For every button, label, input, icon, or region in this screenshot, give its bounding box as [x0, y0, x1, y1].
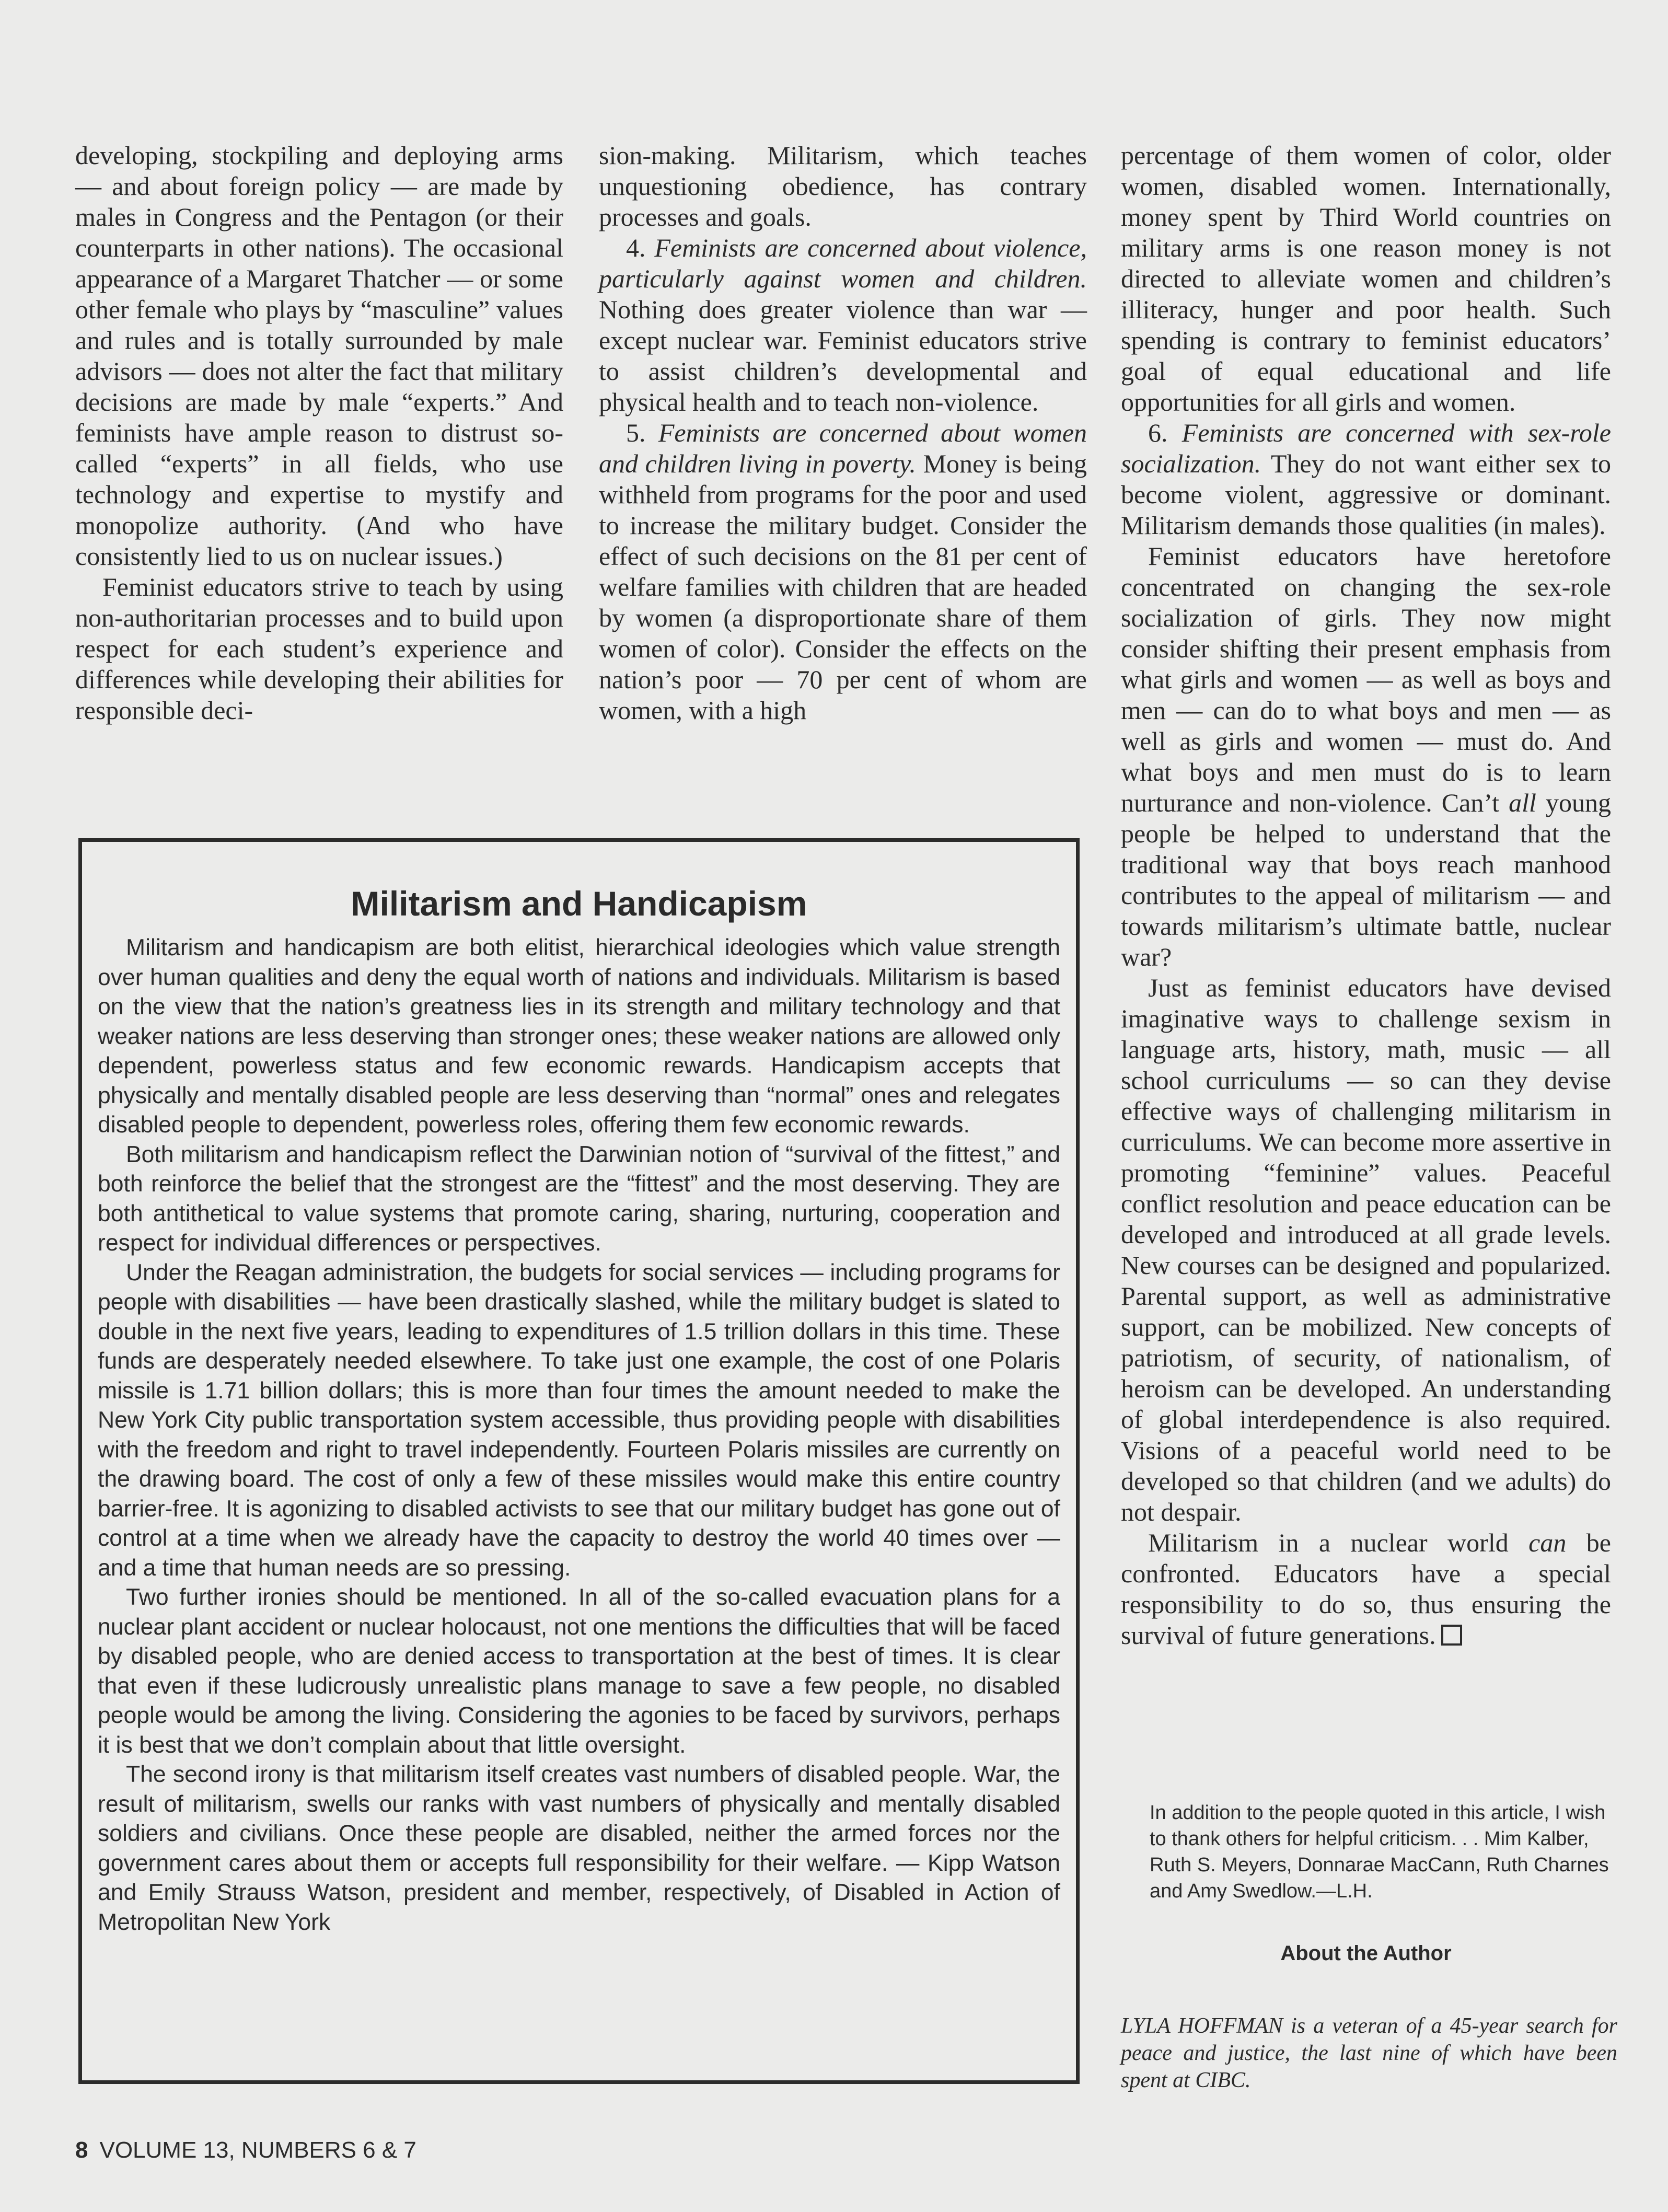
point-text: Money is being withheld from programs for the poor and used to increase the military budget. Consider the effect of such decisions on the 81 per cent of welfare families with children that are headed by women (a disproportionate share of them women of color). Consider the effects on the nation’s poor — 70 per cent of whom are women, with a high	[599, 449, 1087, 725]
article-paragraph: sion-making. Militarism, which teaches unquestioning obedience, has contrary processes and goals.	[599, 141, 1087, 231]
article-paragraph	[599, 418, 1087, 726]
sidebar-paragraph: Two further ironies should be mentioned. In all of the so-called evacuation plans for a nuclear plant accident or nuclear holocaust, not one mentions the difficulties that will be faced by disabled people, who are denied access to transportation at the best of times. It is clear that even if these ludicrously unrealistic plans manage to save a few people, no disabled people would be among the living. Considering the agonies to be faced by survivors, perhaps it is best that we don’t complain about that little oversight.	[98, 1584, 1060, 1758]
point-text: They do not want either sex to become violent, aggressive or dominant. Militarism demands those qualities (in males).	[1121, 449, 1611, 540]
article-paragraph: Feminist educators strive to teach by using non-authoritarian processes and to build upon respect for each student’s experience and differences while developing their abilities for responsible deci-	[75, 572, 563, 725]
article-paragraph: Feminist educators have heretofore concentrated on changing the sex-role socialization of girls. They now might consider shifting their present emphasis from what girls and women — as well as boys and men — can do to what boys and men — as well as girls and women — must do. And what boys and men must do is to learn nurturance and non-violence. Can’t all young people be helped to understand that the traditional way that boys reach manhood contributes to the appeal of militarism — and towards militarism’s ultimate battle, nuclear war?	[1121, 541, 1611, 971]
article-paragraph: developing, stockpiling and deploying arms — and about foreign policy — are made by males in Congress and the Pentagon (or their counterparts in other nations). The occasional appearance of a Margaret Thatcher — or some other female who plays by “masculine” values and rules and is totally surrounded by male advisors — does not alter the fact that military decisions are made by male “experts.” And feminists have ample reason to distrust so-called “experts” in all fields, who use technology and expertise to mystify and monopolize authority. (And who have consistently lied to us on nuclear issues.)	[75, 141, 563, 571]
sidebar-paragraph: Militarism and handicapism are both elitist, hierarchical ideologies which value strength over human qualities and deny the equal worth of nations and individuals. Militarism is based on the view that the nation’s greatness lies in its strength and military technology and that weaker nations are less deserving than stronger ones; these weaker nations are allowed only dependent, powerless status and few economic rewards. Handicapism accepts that physically and mentally disabled people are less deserving than “normal” ones and relegates disabled people to dependent, powerless roles, offering them few economic rewards.	[98, 935, 1060, 1138]
sidebar-body	[98, 933, 1060, 1937]
sidebar-paragraph: Both militarism and handicapism reflect the Darwinian notion of “survival of the fittest,” and both reinforce the belief that the strongest are the “fittest” and the most deserving. They are both antithetical to value systems that promote caring, sharing, nurturing, cooperation and respect for individual differences or perspectives.	[98, 1141, 1060, 1256]
point-heading: Feminists are concerned about women and children living in poverty.	[599, 418, 1087, 478]
point-heading: Feminists are concerned with sex-role socialization.	[1121, 418, 1611, 478]
point-number: 6.	[1148, 418, 1168, 447]
article-column-3	[1121, 140, 1611, 1651]
article-paragraph: percentage of them women of color, older women, disabled women. Internationally, money spent by Third World countries on military arms is one reason money is not directed to alleviate women and children’s illiteracy, hunger and poor health. Such spending is contrary to feminist educators’ goal of equal educational and life opportunities for all girls and women.	[1121, 141, 1611, 416]
about-author-heading: About the Author	[1280, 1942, 1452, 1965]
article-column-2	[599, 140, 1087, 726]
point-text: Nothing does greater violence than war — except nuclear war. Feminist educators strive to assist children’s developmental and physical health and to teach non-violence.	[599, 295, 1087, 416]
article-paragraph: Militarism in a nuclear world can be confronted. Educators have a special responsibility to do so, thus ensuring the survival of future generations.	[1121, 1528, 1611, 1650]
point-number: 4.	[626, 233, 646, 262]
article-paragraph	[599, 233, 1087, 418]
end-mark-icon	[1441, 1625, 1462, 1646]
point-number: 5.	[626, 418, 646, 447]
author-bio: LYLA HOFFMAN is a veteran of a 45-year search for peace and justice, the last nine of which have been spent at CIBC.	[1121, 2014, 1617, 2092]
page-number: 8	[75, 2137, 88, 2163]
sidebar-box	[78, 838, 1080, 2084]
sidebar-paragraph: The second irony is that militarism itself creates vast numbers of disabled people. War, the result of militarism, swells our ranks with vast numbers of physically and mentally disabled soldiers and civilians. Once these people are disabled, neither the armed forces nor the government cares about them or accepts full responsibility for their welfare. — Kipp Watson and Emily Strauss Watson, president and member, respectively, of Disabled in Action of Metropolitan New York	[98, 1762, 1060, 1935]
page-footer	[75, 2137, 416, 2163]
article-paragraph	[1121, 418, 1611, 541]
sidebar-title: Militarism and Handicapism	[351, 884, 807, 923]
article-column-1	[75, 140, 563, 726]
point-heading: Feminists are concerned about violence, particularly against women and children.	[599, 233, 1087, 293]
sidebar-paragraph: Under the Reagan administration, the budgets for social services — including programs for people with disabilities — have been drastically slashed, while the military budget is slated to double in the next five years, leading to expenditures of 1.5 trillion dollars in this time. These funds are desperately needed elsewhere. To take just one example, the cost of one Polaris missile is 1.71 billion dollars; this is more than four times the amount needed to make the New York City public transportation system accessible, thus providing people with disabilities with the freedom and right to travel independently. Fourteen Polaris missiles are currently on the drawing board. The cost of only a few of these missiles would make this entire country barrier-free. It is agonizing to disabled activists to see that our military budget has gone out of control at a time when we already have the capacity to destroy the world 40 times over — and a time that human needs are so pressing.	[98, 1259, 1060, 1581]
article-paragraph: Just as feminist educators have devised imaginative ways to challenge sexism in language arts, history, math, music — all school curriculums — so can they devise effective ways of challenging militarism in curriculums. We can become more assertive in promoting “feminine” values. Peaceful conflict resolution and peace education can be developed and introduced at all grade levels. New courses can be designed and popularized. Parental support, as well as administrative support, can be mobilized. New concepts of patriotism, of security, of nationalism, of heroism can be developed. An understanding of global interdependence is also required. Visions of a peaceful world need to be developed so that children (and we adults) do not despair.	[1121, 973, 1611, 1526]
acknowledgment-note: In addition to the people quoted in this article, I wish to thank others for helpful criticism. . . Mim Kalber, Ruth S. Meyers, Donnarae MacCann, Ruth Charnes and Amy Swedlow.—L.H.	[1150, 1802, 1609, 1902]
issue-label: VOLUME 13, NUMBERS 6 & 7	[99, 2137, 416, 2163]
